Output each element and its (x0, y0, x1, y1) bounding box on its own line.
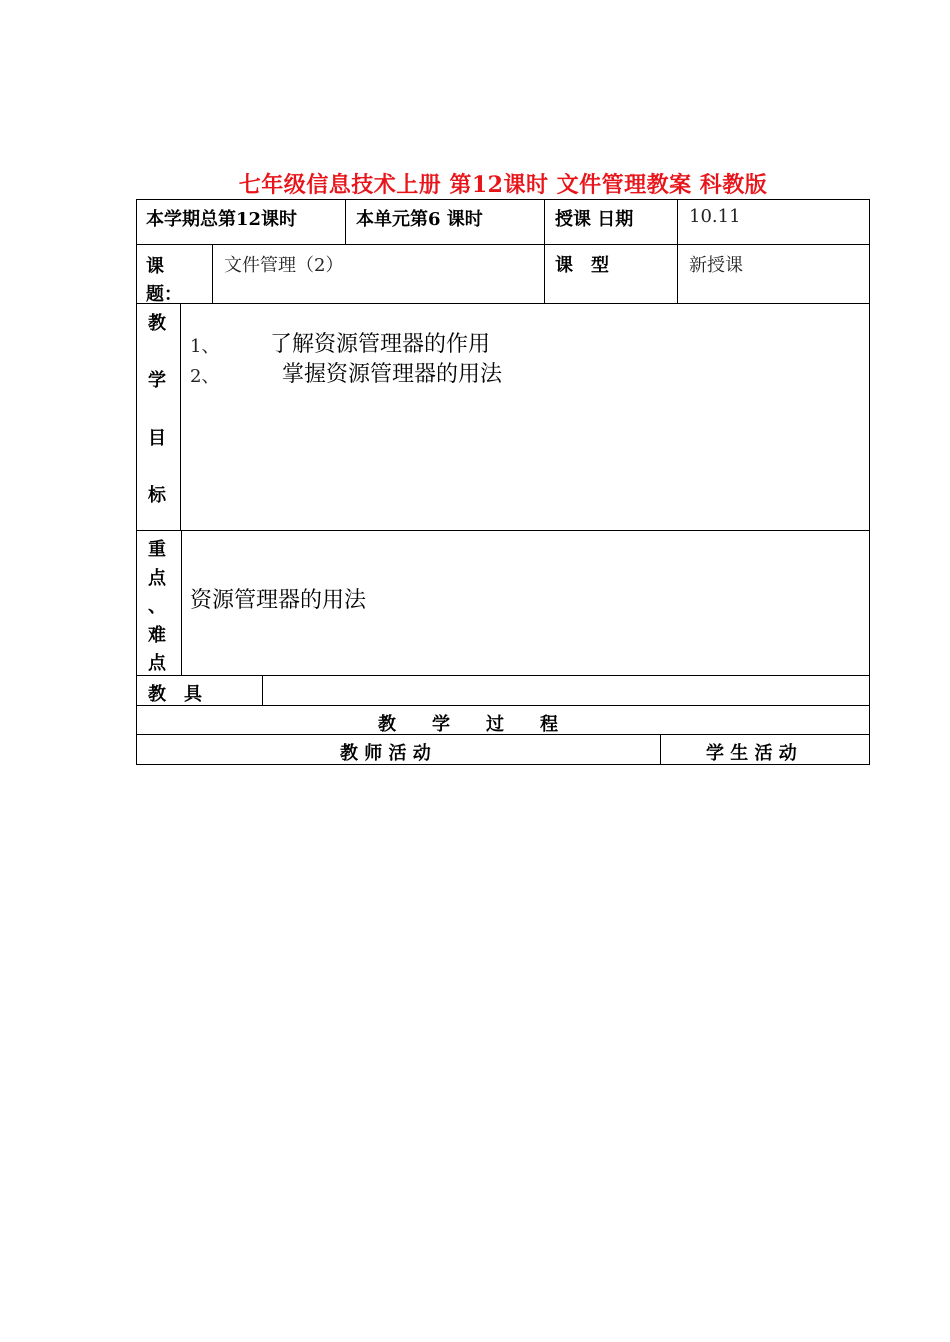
topic-label-line2: 题： (146, 284, 182, 305)
process-heading: 教 学 过 程 (378, 714, 558, 735)
objectives-label-char: 教 (148, 313, 166, 334)
objective-text: 了解资源管理器的作用 (270, 332, 491, 357)
keypoints-label-char: 重 (148, 539, 166, 560)
objective-text: 掌握资源管理器的用法 (282, 362, 503, 387)
date-label: 授课 日期 (555, 209, 634, 230)
date-value: 10.11 (689, 206, 741, 227)
tools-label: 教 具 (148, 684, 202, 705)
topic-label-line1: 课 (146, 256, 164, 277)
type-label: 课 型 (555, 255, 609, 276)
keypoints-label-char: 点 (148, 653, 166, 674)
keypoints-label-char: 点 (148, 568, 166, 589)
objective-number: 2、 (190, 366, 220, 387)
objective-number: 1、 (190, 336, 220, 357)
objectives-label-char: 学 (148, 370, 166, 391)
objectives-label-char: 目 (148, 428, 166, 449)
keypoints-label-char: 、 (148, 596, 166, 617)
keypoints-text: 资源管理器的用法 (190, 588, 367, 613)
page-title: 七年级信息技术上册 第12课时 文件管理教案 科教版 (238, 172, 768, 198)
objectives-label-char: 标 (148, 485, 166, 506)
type-value: 新授课 (689, 255, 743, 276)
student-activity-header: 学 生 活 动 (706, 743, 797, 764)
topic-value: 文件管理（2） (224, 255, 344, 276)
keypoints-label-char: 难 (148, 625, 166, 646)
teacher-activity-header: 教 师 活 动 (340, 743, 431, 764)
total-lesson-label: 本学期总第12课时 (146, 209, 298, 230)
unit-lesson-label: 本单元第6 课时 (356, 209, 483, 230)
